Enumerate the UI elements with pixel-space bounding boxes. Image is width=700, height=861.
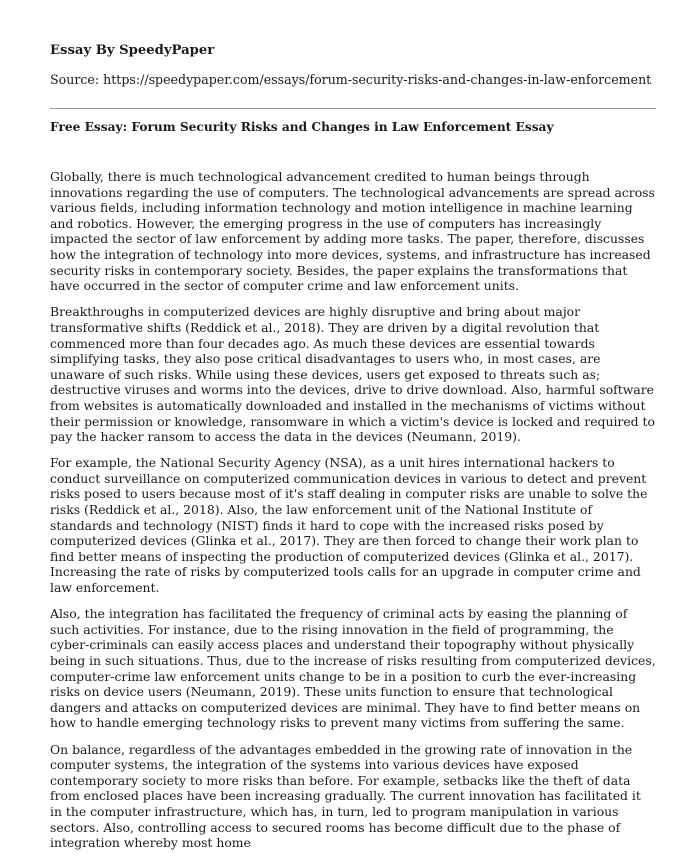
paragraph-2: Breakthroughs in computerized devices are highly disruptive and bring about major transformative shifts (Reddick et al., 2018). They are driven by a digital revolution that commenced more than four decades ago. As much these devices are essential towards simplifying tasks, they also pose critical disadvantages to users who, in most cases, are unaware of such risks. While using these devices, users get exposed to threats such as; destructive viruses and worms into the devices, drive to drive download. Also, harmful software from websites is automatically downloaded and installed in the mechanisms of victims without their permission or knowledge, ransomware in which a victim's device is locked and required to pay the hacker ransom to access the data in the devices (Neumann, 2019). <box>50 304 655 445</box>
essay-title: Free Essay: Forum Security Risks and Changes in Law Enforcement Essay <box>50 120 554 134</box>
paragraph-3: For example, the National Security Agency (NSA), as a unit hires international hackers to conduct surveillance on computerized communication devices in various to detect and prevent risks posed to users because most of it's staff dealing in computer risks are unable to solve the risks (Reddick et al., 2018). Also, the law enforcement unit of the National Institute of standards and technology (NIST) finds it hard to cope with the increased risks posed by computerized devices (Glinka et al., 2017). They are then forced to change their work plan to find better means of inspecting the production of computerized devices (Glinka et al., 2017). Increasing the rate of risks by computerized tools calls for an upgrade in computer crime and law enforcement. <box>50 455 648 596</box>
paragraph-5: On balance, regardless of the advantages embedded in the growing rate of innovation in the computer systems, the integration of the systems into various devices have exposed contemporary society to more risks than before. For example, setbacks like the theft of data from enclosed places have been increasing gradually. The current innovation has facilitated it in the computer infrastructure, which has, in turn, led to program manipulation in various sectors. Also, controlling access to secured rooms has become difficult due to the phase of integration whereby most home <box>50 741 641 851</box>
header-divider <box>50 108 656 109</box>
paragraph-4: Also, the integration has facilitated the frequency of criminal acts by easing the planning of such activities. For instance, due to the rising innovation in the field of programming, the cyber-criminals can easily access places and understand their topography without physically being in such situations. Thus, due to the increase of risks resulting from computerized devices, computer-crime law enforcement units change to be in a position to curb the ever-increasing risks on device users (Neumann, 2019). These units function to ensure that technological dangers and attacks on computerized devices are minimal. They have to find better means on how to handle emerging technology risks to prevent many victims from suffering the same. <box>50 606 656 731</box>
brand-heading: Essay By SpeedyPaper <box>50 43 215 58</box>
paragraph-1: Globally, there is much technological advancement credited to human beings through innovations regarding the use of computers. The technological advancements are spread across various fields, including information technology and motion intelligence in machine learning and robotics. However, the emerging progress in the use of computers has increasingly impacted the sector of law enforcement by adding more tasks. The paper, therefore, discusses how the integration of technology into more devices, systems, and infrastructure has increased security risks in contemporary society. Besides, the paper explains the transformations that have occurred in the sector of computer crime and law enforcement units. <box>50 169 655 294</box>
source-line: Source: https://speedypaper.com/essays/forum-security-risks-and-changes-in-law-enforcement <box>50 72 652 87</box>
essay-body <box>50 169 656 861</box>
